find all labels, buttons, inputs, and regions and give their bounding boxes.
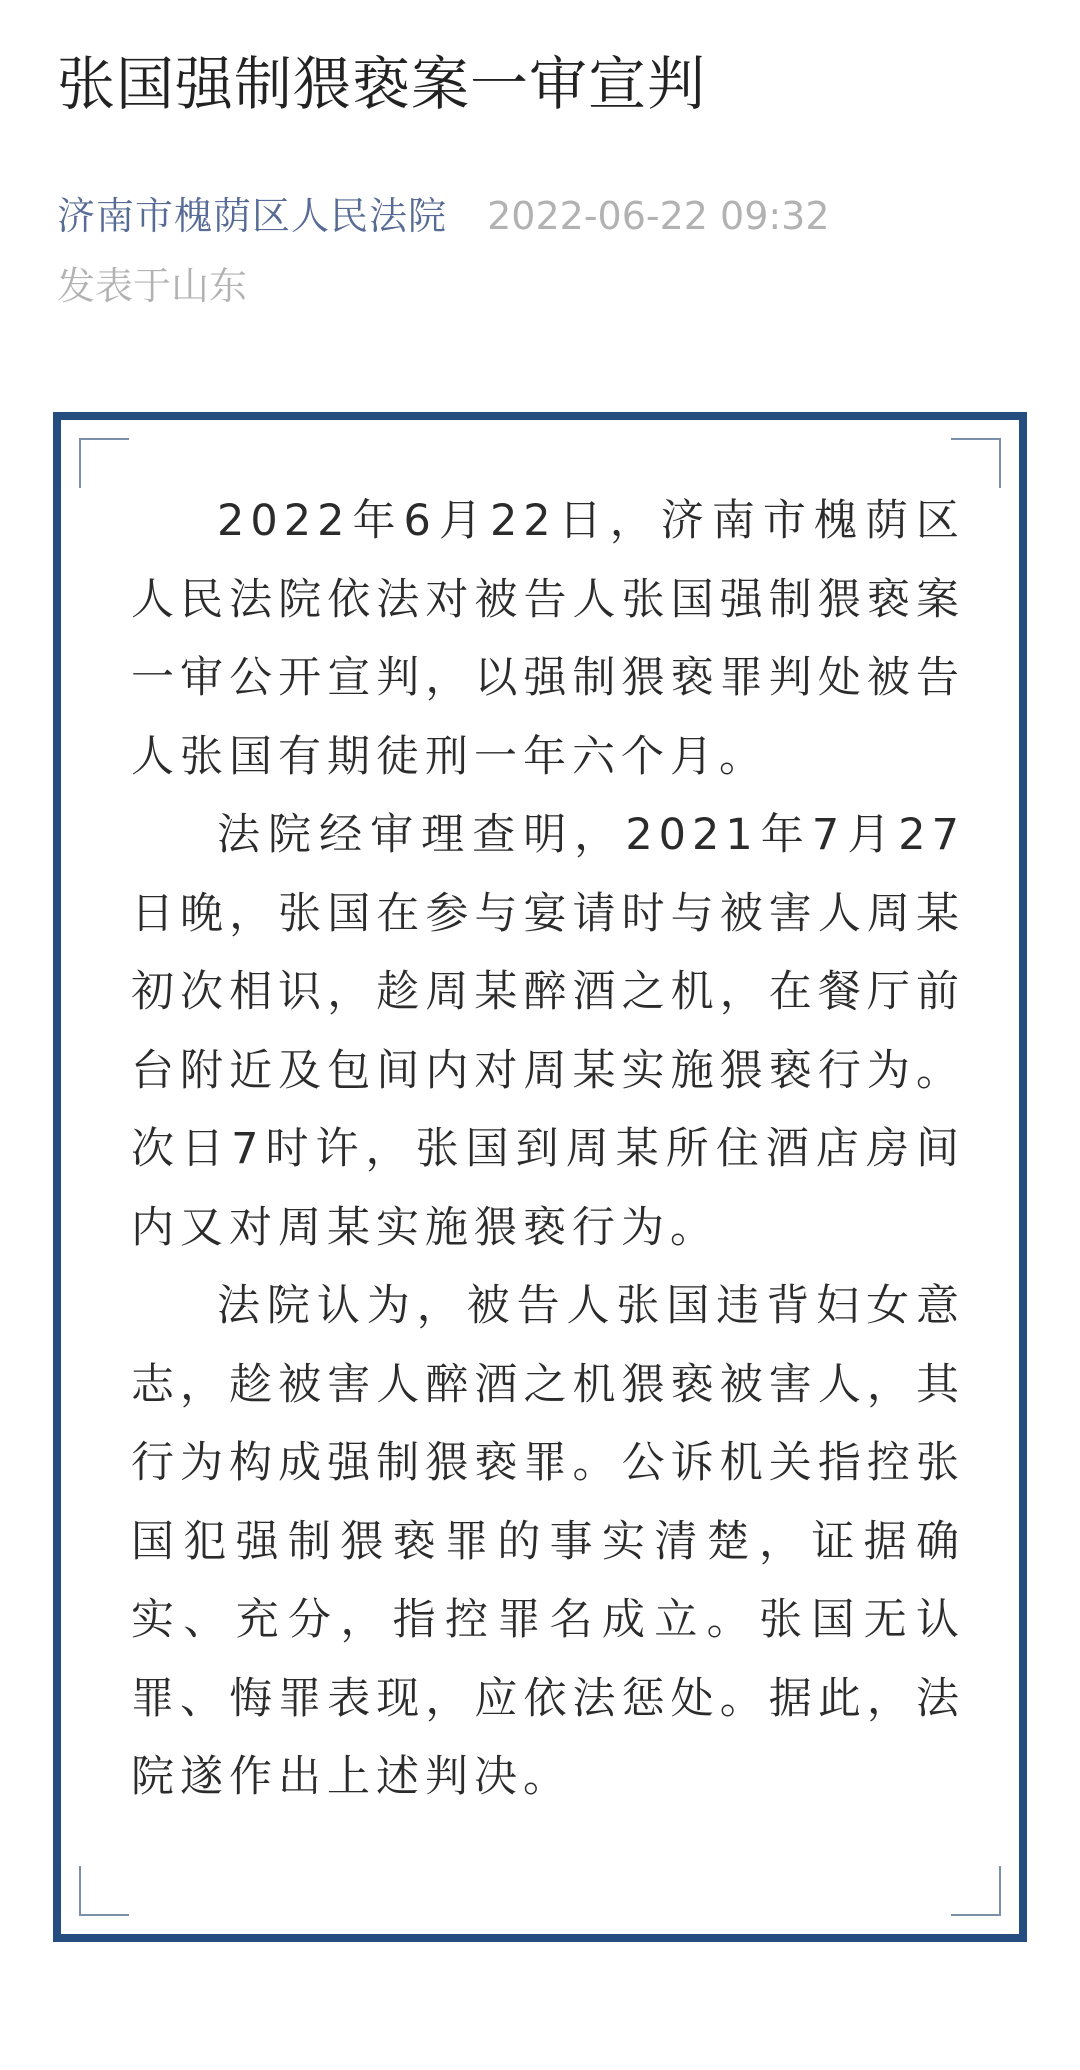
account-name-link[interactable]: 济南市槐荫区人民法院 xyxy=(57,194,448,238)
frame-corner-top-right xyxy=(951,438,1001,488)
article-meta xyxy=(57,186,1037,246)
court-notice-frame xyxy=(53,412,1027,1942)
article-title: 张国强制猥亵案一审宣判 xyxy=(57,50,707,118)
publish-time: 2022-06-22 09:32 xyxy=(487,194,830,238)
publish-location: 发表于山东 xyxy=(57,264,248,308)
notice-paragraph-reasoning: 法院认为，被告人张国违背妇女意志，趁被害人醉酒之机猥亵被害人，其行为构成强制猥亵罪。公诉机关指控张国犯强制猥亵罪的事实清楚，证据确实、充分，指控罪名成立。张国无认罪、悔罪表现，应依法惩处。据此，法院遂作出上述判决。 xyxy=(131,1281,965,1802)
frame-corner-bottom-left xyxy=(79,1866,129,1916)
notice-body xyxy=(131,482,965,1817)
frame-corner-top-left xyxy=(79,438,129,488)
article-header xyxy=(57,42,1037,314)
notice-paragraph-verdict: 2022年6月22日，济南市槐荫区人民法院依法对被告人张国强制猥亵案一审公开宣判，以强制猥亵罪判处被告人张国有期徒刑一年六个月。 xyxy=(131,496,965,782)
notice-paragraph-facts: 法院经审理查明，2021年7月27日晚，张国在参与宴请时与被害人周某初次相识，趁周某醉酒之机，在餐厅前台附近及包间内对周某实施猥亵行为。次日7时许，张国到周某所住酒店房间内又对周某实施猥亵行为。 xyxy=(131,810,965,1253)
frame-corner-bottom-right xyxy=(951,1866,1001,1916)
